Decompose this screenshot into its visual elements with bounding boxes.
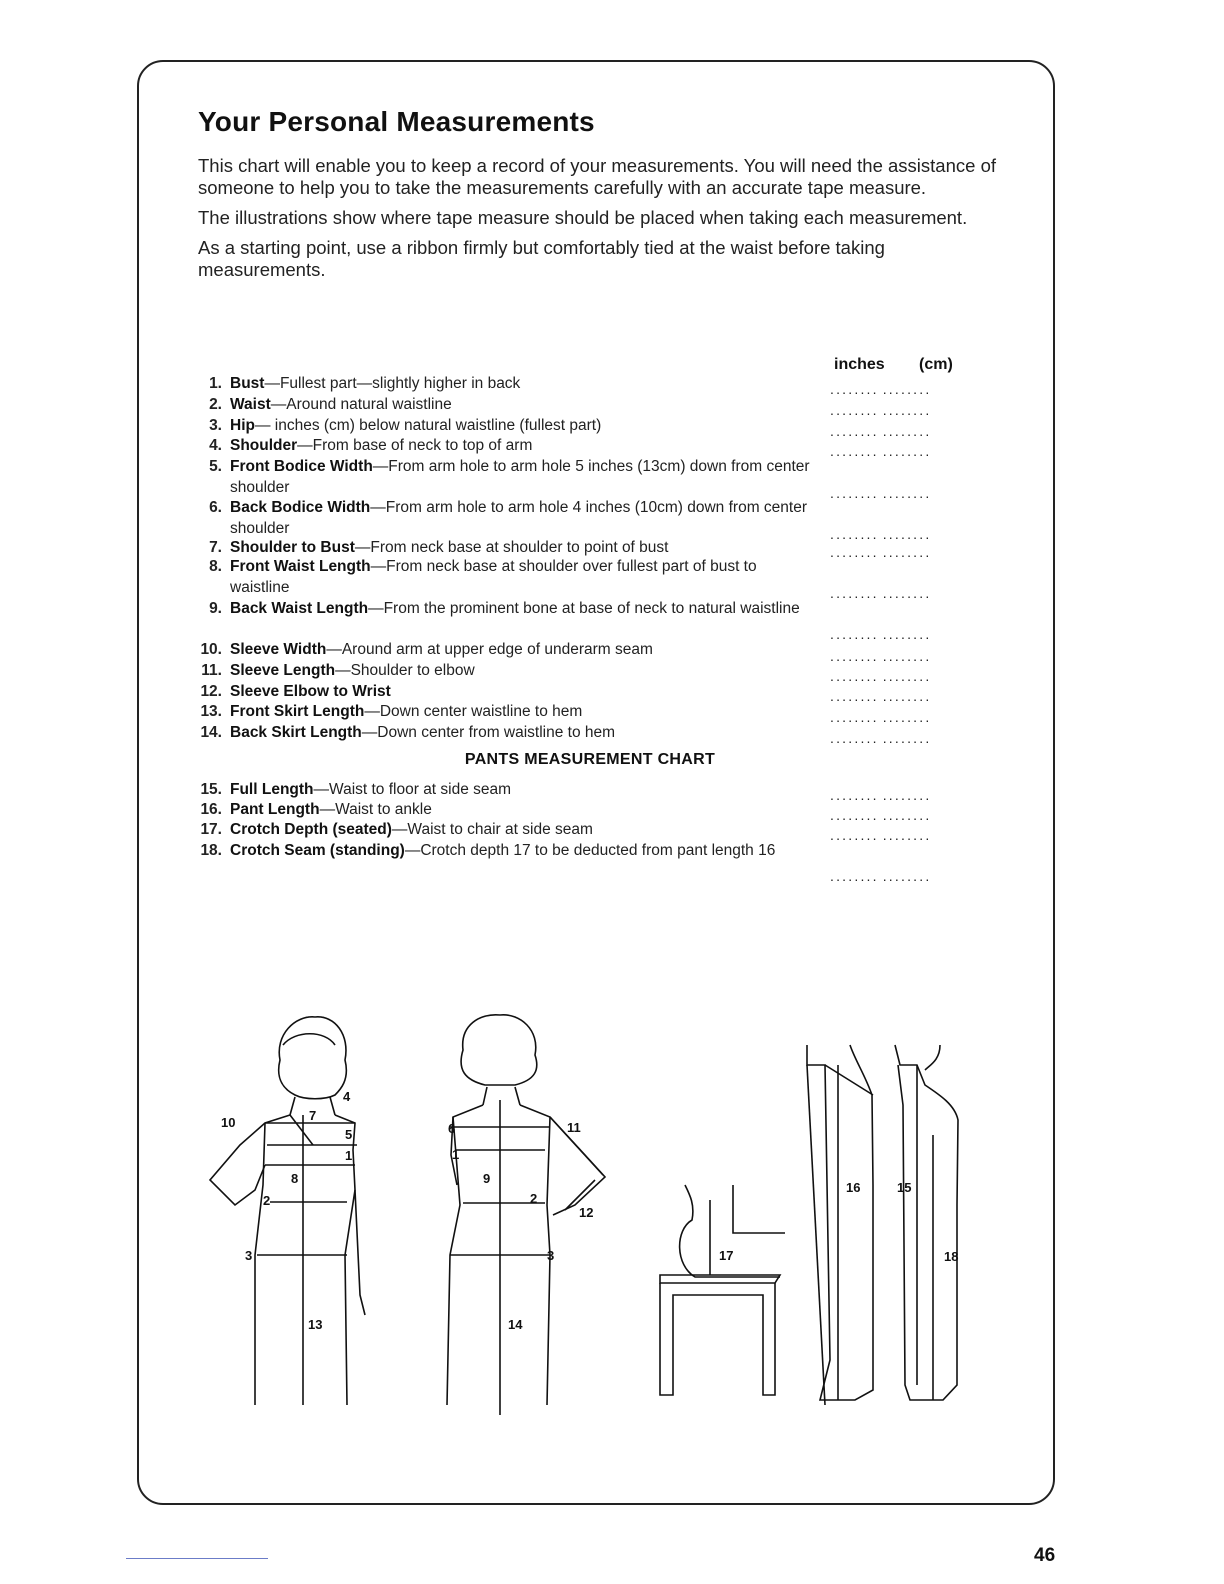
inches-blank[interactable]: ........ xyxy=(830,402,879,418)
row-desc: —Waist to floor at side seam xyxy=(313,781,512,798)
row-desc: — inches (cm) below natural waistline (fullest part) xyxy=(254,417,602,434)
inches-blank[interactable]: ........ xyxy=(830,648,879,664)
row-label: Front Bodice Width xyxy=(230,458,373,475)
inches-blank[interactable]: ........ xyxy=(830,626,879,642)
row-number: 7. xyxy=(209,539,222,556)
footer-rule xyxy=(126,1558,268,1559)
row-description xyxy=(230,682,810,703)
row-label: Front Waist Length xyxy=(230,558,371,575)
row-description xyxy=(230,640,810,661)
pants-label-16: 16 xyxy=(846,1180,861,1195)
blank-entry[interactable] xyxy=(830,805,980,826)
blank-entry[interactable] xyxy=(830,441,980,462)
front-figure-illustration xyxy=(210,1017,365,1405)
column-header-cm: (cm) xyxy=(919,356,953,373)
row-desc: —Fullest part—slightly higher in back xyxy=(264,375,521,392)
row-description xyxy=(230,395,810,416)
row-description xyxy=(230,661,810,682)
cm-blank[interactable]: ........ xyxy=(882,648,932,664)
cm-blank[interactable]: ........ xyxy=(882,668,932,684)
row-label: Sleeve Width xyxy=(230,641,327,658)
inches-blank[interactable]: ........ xyxy=(830,688,879,704)
page-number: 46 xyxy=(1034,1545,1056,1566)
row-desc: —Waist to chair at side seam xyxy=(391,821,593,838)
row-description xyxy=(230,538,810,559)
intro-paragraph-2: The illustrations show where tape measure should be placed when taking each measurement. xyxy=(198,207,968,228)
row-label: Front Skirt Length xyxy=(230,703,365,720)
front-label-8: 8 xyxy=(291,1171,299,1186)
blank-entry[interactable] xyxy=(830,728,980,749)
back-label-11: 11 xyxy=(567,1120,581,1135)
cm-blank[interactable]: ........ xyxy=(882,381,932,397)
back-label-6: 6 xyxy=(448,1121,456,1136)
row-description xyxy=(230,557,810,598)
blank-entry[interactable] xyxy=(830,666,980,687)
row-description xyxy=(230,820,810,841)
row-number: 9. xyxy=(209,600,222,617)
row-desc: —Shoulder to elbow xyxy=(335,662,475,679)
row-number: 4. xyxy=(209,437,222,454)
front-label-5: 5 xyxy=(345,1127,353,1142)
blank-entry[interactable] xyxy=(830,542,980,563)
row-number: 17. xyxy=(200,821,222,838)
cm-blank[interactable]: ........ xyxy=(882,423,932,439)
row-desc: —From base of neck to top of arm xyxy=(297,437,533,454)
inches-blank[interactable]: ........ xyxy=(830,787,879,803)
cm-blank[interactable]: ........ xyxy=(882,443,932,459)
row-desc: —From arm hole to arm hole 5 inches (13cm) down from center shoulder xyxy=(230,458,810,496)
row-desc: —From neck base at shoulder to point of bust xyxy=(354,539,669,556)
back-label-12: 12 xyxy=(579,1205,594,1220)
row-label: Waist xyxy=(230,396,271,413)
inches-blank[interactable]: ........ xyxy=(830,423,879,439)
blank-entry[interactable] xyxy=(830,400,980,421)
inches-blank[interactable]: ........ xyxy=(830,730,879,746)
row-desc: —From neck base at shoulder over fullest part of bust to waistline xyxy=(230,558,757,596)
back-label-2: 2 xyxy=(530,1191,538,1206)
row-description xyxy=(230,723,810,744)
row-desc: —Around natural waistline xyxy=(270,396,452,413)
back-label-14: 14 xyxy=(508,1317,523,1332)
inches-blank[interactable]: ........ xyxy=(830,526,879,542)
row-number: 18. xyxy=(200,842,222,859)
blank-entry[interactable] xyxy=(830,624,980,645)
cm-blank[interactable]: ........ xyxy=(882,626,932,642)
page-title: Your Personal Measurements xyxy=(198,106,595,137)
blank-entry[interactable] xyxy=(830,583,980,604)
pants-label-18: 18 xyxy=(944,1249,959,1264)
inches-blank[interactable]: ........ xyxy=(830,585,879,601)
row-label: Full Length xyxy=(230,781,314,798)
blank-entry[interactable] xyxy=(830,707,980,728)
cm-blank[interactable]: ........ xyxy=(882,787,932,803)
row-number: 11. xyxy=(201,662,222,679)
row-number: 13. xyxy=(200,703,222,720)
row-label: Shoulder to Bust xyxy=(230,539,355,556)
row-desc: —Down center waistline to hem xyxy=(364,703,583,720)
front-label-2: 2 xyxy=(263,1193,271,1208)
intro-text xyxy=(198,155,998,289)
pants-label-15: 15 xyxy=(897,1180,912,1195)
blank-entry[interactable] xyxy=(830,421,980,442)
row-number: 2. xyxy=(209,396,222,413)
row-description xyxy=(230,374,810,395)
row-label: Bust xyxy=(230,375,265,392)
row-description xyxy=(230,800,810,821)
row-desc: —Around arm at upper edge of underarm seam xyxy=(326,641,653,658)
row-description xyxy=(230,436,810,457)
front-label-1: 1 xyxy=(345,1148,353,1163)
row-description xyxy=(230,416,810,437)
row-description xyxy=(230,599,810,620)
inches-blank[interactable]: ........ xyxy=(830,668,879,684)
front-label-13: 13 xyxy=(308,1317,323,1332)
inches-blank[interactable]: ........ xyxy=(830,443,879,459)
row-label: Crotch Depth (seated) xyxy=(230,821,392,838)
row-number: 6. xyxy=(209,499,222,516)
cm-blank[interactable]: ........ xyxy=(882,485,932,501)
cm-blank[interactable]: ........ xyxy=(882,402,932,418)
row-number: 1. xyxy=(209,375,222,392)
front-label-3: 3 xyxy=(245,1248,253,1263)
intro-paragraph-3: As a starting point, use a ribbon firmly but comfortably tied at the waist before taking measurements. xyxy=(198,237,885,280)
cm-blank[interactable]: ........ xyxy=(882,585,932,601)
back-label-3: 3 xyxy=(547,1248,555,1263)
blank-entry[interactable] xyxy=(830,483,980,504)
row-number: 8. xyxy=(209,558,222,575)
inches-blank[interactable]: ........ xyxy=(830,827,879,843)
inches-blank[interactable]: ........ xyxy=(830,381,879,397)
seated-figure-illustration xyxy=(660,1185,785,1395)
inches-blank[interactable]: ........ xyxy=(830,709,879,725)
row-description xyxy=(230,457,810,498)
row-label: Sleeve Length xyxy=(230,662,336,679)
row-label: Crotch Seam (standing) xyxy=(230,842,405,859)
row-label: Back Bodice Width xyxy=(230,499,371,516)
inches-blank[interactable]: ........ xyxy=(830,868,879,884)
blank-entry[interactable] xyxy=(830,686,980,707)
row-number: 12. xyxy=(200,683,222,700)
row-label: Sleeve Elbow to Wrist xyxy=(230,683,391,700)
row-label: Back Waist Length xyxy=(230,600,369,617)
row-label: Back Skirt Length xyxy=(230,724,362,741)
blank-entry[interactable] xyxy=(830,379,980,400)
cm-blank[interactable]: ........ xyxy=(882,544,932,560)
row-description xyxy=(230,702,810,723)
pants-front-illustration xyxy=(807,1045,873,1405)
intro-paragraph-1: This chart will enable you to keep a record of your measurements. You will need the assistance of someone to help you to take the measurements carefully with an accurate tape measure. xyxy=(198,155,996,198)
row-number: 3. xyxy=(209,417,222,434)
row-number: 15. xyxy=(200,781,222,798)
cm-blank[interactable]: ........ xyxy=(882,827,932,843)
row-desc: —Waist to ankle xyxy=(319,801,432,818)
row-description xyxy=(230,498,810,539)
row-number: 5. xyxy=(209,458,222,475)
cm-blank[interactable]: ........ xyxy=(882,730,932,746)
row-desc: —Down center from waistline to hem xyxy=(361,724,616,741)
back-label-1: 1 xyxy=(452,1147,460,1162)
row-number: 14. xyxy=(200,724,222,741)
back-label-9: 9 xyxy=(483,1171,491,1186)
row-desc: —Crotch depth 17 to be deducted from pant length 16 xyxy=(404,842,776,859)
row-description xyxy=(230,841,810,862)
inches-blank[interactable]: ........ xyxy=(830,807,879,823)
row-number: 10. xyxy=(200,641,222,658)
front-label-4: 4 xyxy=(343,1089,351,1104)
row-desc: —From the prominent bone at base of neck to natural waistline xyxy=(368,600,800,617)
blank-entry[interactable] xyxy=(830,825,980,846)
blank-entry[interactable] xyxy=(830,866,980,887)
row-label: Hip xyxy=(230,417,255,434)
blank-entry[interactable] xyxy=(830,646,980,667)
pants-chart-heading: PANTS MEASUREMENT CHART xyxy=(464,751,716,768)
front-label-7: 7 xyxy=(309,1108,317,1123)
cm-blank[interactable]: ........ xyxy=(882,688,932,704)
cm-blank[interactable]: ........ xyxy=(882,807,932,823)
cm-blank[interactable]: ........ xyxy=(882,526,932,542)
row-description xyxy=(230,780,810,801)
blank-entry[interactable] xyxy=(830,785,980,806)
cm-blank[interactable]: ........ xyxy=(882,709,932,725)
measurement-illustrations xyxy=(195,1005,975,1425)
row-number: 16. xyxy=(200,801,222,818)
front-label-10: 10 xyxy=(221,1115,236,1130)
row-label: Pant Length xyxy=(230,801,320,818)
inches-blank[interactable]: ........ xyxy=(830,544,879,560)
seated-label-17: 17 xyxy=(719,1248,734,1263)
inches-blank[interactable]: ........ xyxy=(830,485,879,501)
cm-blank[interactable]: ........ xyxy=(882,868,932,884)
pants-side-illustration xyxy=(895,1045,958,1400)
row-label: Shoulder xyxy=(230,437,298,454)
column-header-inches: inches xyxy=(834,356,885,373)
row-desc: —From arm hole to arm hole 4 inches (10cm) down from center shoulder xyxy=(230,499,807,537)
